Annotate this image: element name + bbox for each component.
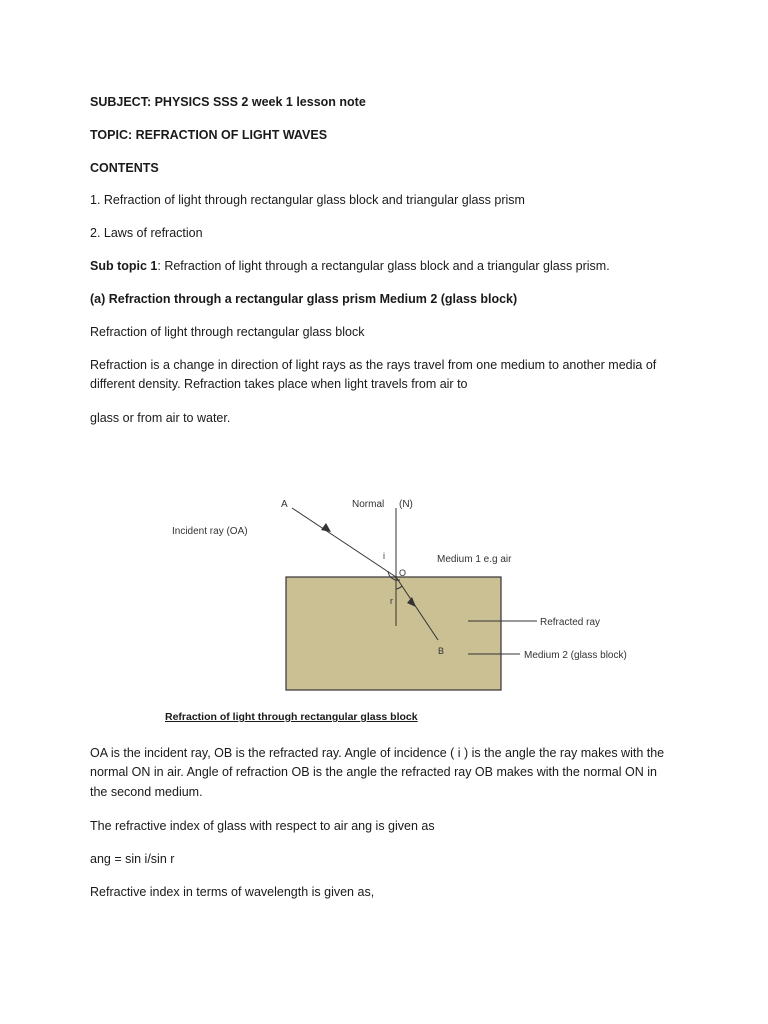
glass-block	[286, 577, 501, 690]
contents-heading: CONTENTS	[90, 161, 159, 175]
label-medium-1: Medium 1 e.g air	[437, 554, 512, 565]
refractive-index-formula: ang = sin i/sin r	[90, 852, 175, 866]
subtopic-line	[90, 256, 690, 276]
section-a-intro: Refraction of light through rectangular glass block	[90, 325, 365, 339]
definition-line-3: glass or from air to water.	[90, 411, 231, 425]
definition-line-1: Refraction is a change in direction of light rays as the rays travel from one medium to another media of	[90, 358, 657, 372]
contents-item-1: 1. Refraction of light through rectangular glass block and triangular glass prism	[90, 193, 525, 207]
label-point-b: B	[438, 646, 445, 656]
explanation-line-2: normal ON in air. Angle of refraction OB is the angle the refracted ray OB makes with the normal ON in	[90, 765, 657, 779]
subtopic-label: Sub topic 1	[90, 259, 158, 273]
incident-ray	[292, 508, 396, 577]
subtopic-text: : Refraction of light through a rectangular glass block and a triangular glass prism.	[157, 259, 610, 273]
incident-arrow-icon	[321, 523, 331, 532]
contents-item-2: 2. Laws of refraction	[90, 226, 203, 240]
label-n: (N)	[399, 499, 413, 510]
refractive-index-intro: The refractive index of glass with respect to air ang is given as	[90, 819, 435, 833]
label-normal: Normal	[352, 499, 385, 510]
explanation-line-3: the second medium.	[90, 785, 203, 799]
label-angle-i: i	[383, 551, 385, 561]
diagram-caption: Refraction of light through rectangular glass block	[165, 711, 418, 723]
refraction-diagram	[150, 488, 650, 733]
label-angle-r: r	[390, 596, 393, 606]
label-refracted-ray: Refracted ray	[540, 617, 601, 628]
label-medium-2: Medium 2 (glass block)	[524, 650, 627, 661]
wavelength-line: Refractive index in terms of wavelength is given as,	[90, 885, 375, 899]
topic-line: TOPIC: REFRACTION OF LIGHT WAVES	[90, 128, 328, 142]
section-a-heading: (a) Refraction through a rectangular glass prism Medium 2 (glass block)	[90, 292, 518, 306]
definition-line-2: different density. Refraction takes place when light travels from air to	[90, 377, 468, 391]
label-point-o: O	[399, 568, 407, 578]
label-incident-ray: Incident ray (OA)	[172, 526, 248, 537]
label-a: A	[281, 499, 288, 510]
subject-line: SUBJECT: PHYSICS SSS 2 week 1 lesson note	[90, 95, 366, 109]
explanation-line-1: OA is the incident ray, OB is the refracted ray. Angle of incidence ( i ) is the angle the ray makes with the	[90, 746, 665, 760]
